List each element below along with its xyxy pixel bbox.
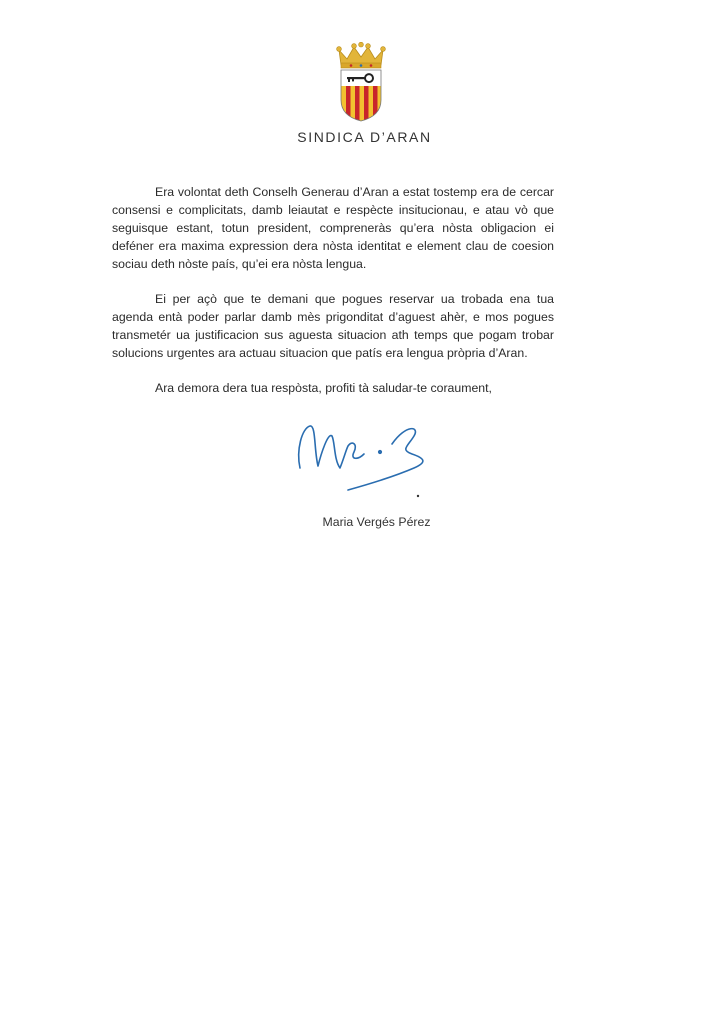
closing-paragraph: Ara demora dera tua respòsta, profiti tà saludar-te coraument, — [155, 381, 492, 395]
letter-paragraph: Ei per açò que te demani que pogues reservar ua trobada ena tua agenda entà poder parlar damb mès prigonditat d’aguest ahèr, e mos pogues transmetér ua justificacion sus aguesta situacion ath temps que pogam trobar solucions urgentes ara actuau situacion que patís era lengua pròpria d’Aran. — [112, 292, 554, 360]
organization-title: SINDICA D’ARAN — [297, 129, 432, 145]
handwritten-signature-icon — [288, 410, 468, 506]
signer-name: Maria Vergés Pérez — [322, 515, 431, 529]
aran-coat-of-arms-icon — [336, 42, 386, 122]
letter-body — [112, 183, 554, 414]
letter-paragraph: Era volontat deth Conselh Generau d’Aran a estat tostemp era de cercar consensi e complicitats, damb leiautat e respècte insitucionau, e atau vò que seguisque estant, totun president, compreneràs qu’era nòsta obligacion ei deféner era maxima expression dera nòsta identitat e element clau de coesion sociau deth nòste país, qu’ei era nòsta lengua. — [112, 185, 554, 271]
crown-icon — [337, 42, 386, 68]
